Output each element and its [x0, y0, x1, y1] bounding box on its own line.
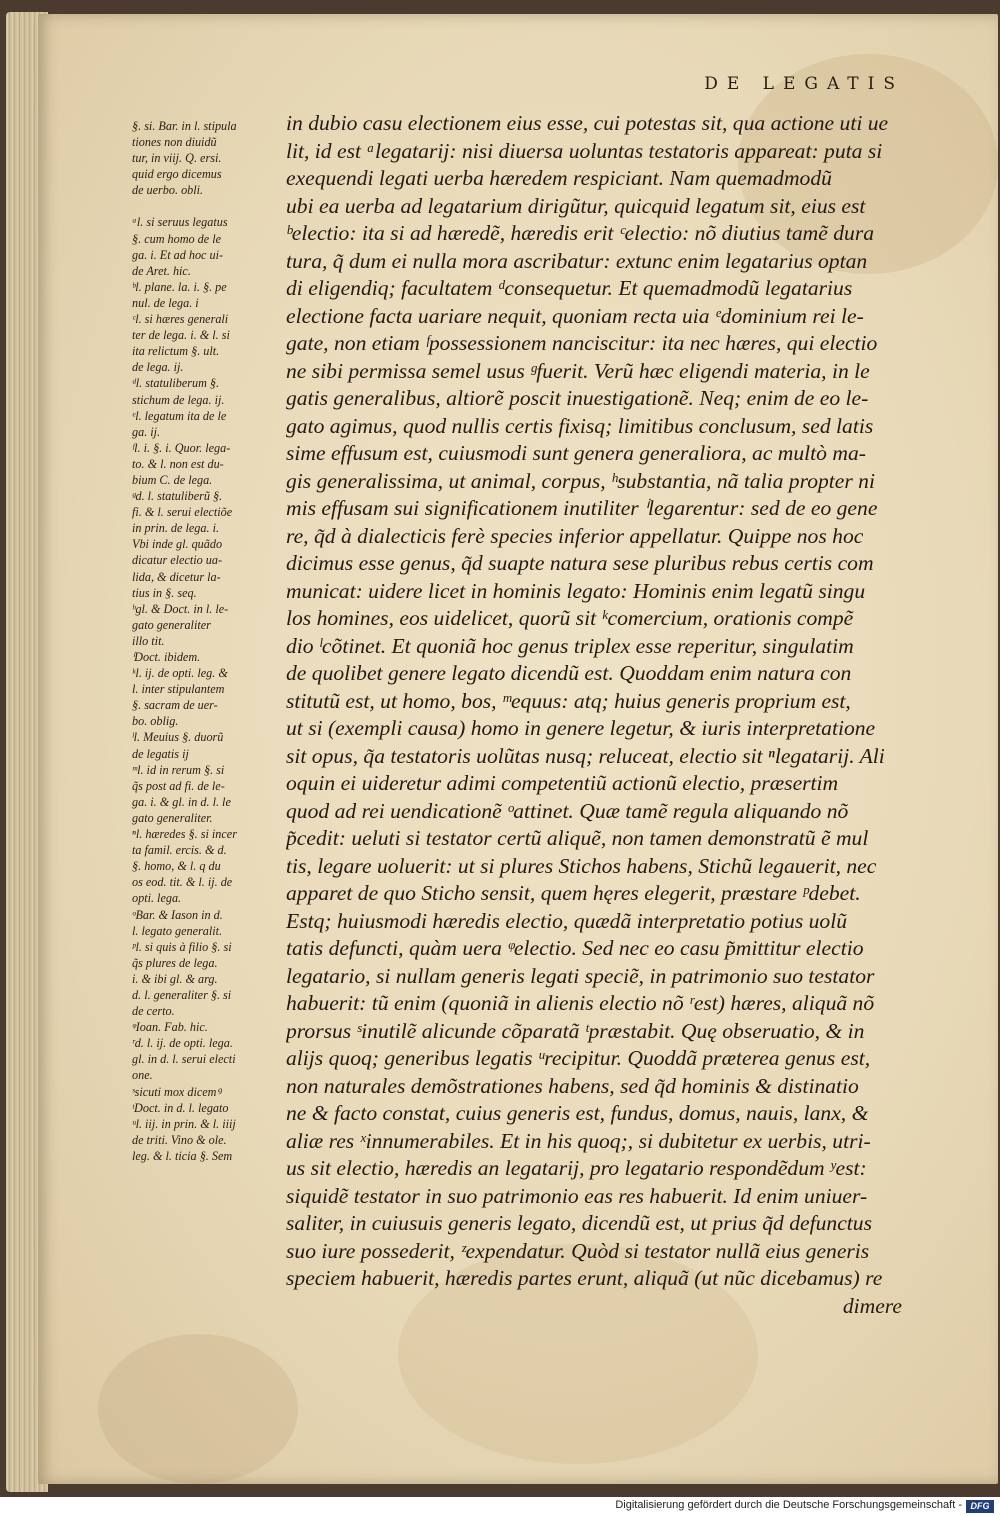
- margin-note-line: §. cum homo de le: [132, 231, 222, 246]
- margin-note-line: nul. de lega. i: [132, 295, 199, 310]
- text-line: ubi ea uerba ad legatarium dirigũtur, quicquid legatum sit, eius est: [286, 193, 866, 218]
- text-line: non naturales demõstrationes habens, sed q̃d hominis & distinatio: [286, 1073, 859, 1098]
- margin-note-line: §. sacram de uer-: [132, 698, 218, 713]
- text-line: los homines, eos uidelicet, quorũ sit ᵏcomercium, orationis compẽ: [286, 606, 854, 630]
- margin-note-line: ᶜl. si hæres generali: [132, 312, 229, 327]
- margin-note-line: ga. i. & gl. in d. l. le: [132, 794, 231, 809]
- footer-bar: [0, 1497, 1000, 1516]
- margin-note-line: l. legato generalit.: [132, 923, 223, 938]
- text-line: in dubio casu electionem eius esse, cui potestas sit, qua actione uti ue: [286, 111, 889, 135]
- text-line: dicimus esse genus, q̃d suapte natura sese pluribus rebus certis com: [286, 551, 874, 575]
- text-line: exequendi legati uerba hæredem respiciant. Nam quemadmodũ: [286, 166, 832, 190]
- margin-note: [132, 1116, 282, 1164]
- water-stain: [98, 1334, 298, 1484]
- text-line: tis, legare uoluerit: ut si plures Stichos habens, Stichũ legauerit, nec: [286, 853, 877, 878]
- margin-note-line: tius in §. seq.: [132, 585, 197, 600]
- margin-note-line: leg. & l. ticia §. Sem: [132, 1148, 233, 1163]
- text-line: suo iure possederit, ᶻexpendatur. Quòd si testator nullã eius generis: [286, 1238, 870, 1263]
- margin-note-line: ⁿl. hæredes §. si incer: [132, 827, 237, 842]
- margin-note-line: ta famil. ercis. & d.: [132, 843, 227, 858]
- margin-note-line: tiones non diuidũ: [132, 135, 217, 150]
- catchword: dimere: [842, 1293, 902, 1318]
- margin-note: [132, 440, 282, 488]
- text-line: quod ad rei uendicationẽ ᵒattinet. Quæ tamẽ regula aliquando nõ: [286, 798, 849, 823]
- text-line: tatis defuncti, quàm uera ᵠelectio. Sed nec eo casu p̃mittitur electio: [286, 936, 864, 960]
- text-line: ne & facto constat, cuius generis est, fundus, domus, nauis, lanx, &: [286, 1101, 869, 1125]
- margin-note-line: ᵈl. statuliberum §.: [132, 376, 220, 391]
- text-line: speciem habuerit, hæredis partes erunt, aliquã (ut nũc dicebamus) re: [286, 1266, 883, 1290]
- text-line: ut si (exempli causa) homo in genere legetur, & iuris interpretatione: [286, 716, 876, 740]
- margin-note: [132, 1035, 282, 1083]
- margin-note-line: fi. & l. serui electiõe: [132, 505, 233, 520]
- margin-note-line: stichum de lega. ij.: [132, 392, 225, 407]
- margin-note-line: q̃s plures de lega.: [132, 955, 218, 970]
- margin-note-line: gl. in d. l. serui electi: [132, 1052, 236, 1067]
- margin-note-line: de triti. Vino & ole.: [132, 1132, 227, 1147]
- text-line: sit opus, q̃a testatoris uolũtas nusq; reluceat, electio sit ⁿlegatarij. Ali: [286, 743, 885, 768]
- text-line: us sit electio, hæredis an legatarij, pro legatario respondẽdum ʸest:: [286, 1156, 867, 1180]
- text-line: municat: uidere licet in hominis legato: Hominis enim legatũ singu: [286, 578, 866, 603]
- margin-note-line: §. si. Bar. in l. stipula: [132, 119, 237, 133]
- margin-note-line: ⁱDoct. ibidem.: [132, 650, 201, 664]
- margin-note-line: ᵐl. id in rerum §. si: [132, 762, 225, 777]
- margin-note-line: ᵍd. l. statuliberũ §.: [132, 489, 223, 504]
- text-line: oquin ei uideretur adimi competentiũ actionũ electio, præsertim: [286, 771, 839, 795]
- margin-note: [132, 408, 282, 440]
- margin-note-line: one.: [132, 1068, 153, 1083]
- margin-note: [132, 1100, 282, 1116]
- margin-note: [132, 488, 282, 601]
- margin-note-line: opti. lega.: [132, 891, 182, 906]
- margin-note-line: in prin. de lega. i.: [132, 521, 219, 536]
- text-line: mis effusam sui significationem inutiliter ⁱlegarentur: sed de eo gene: [286, 496, 878, 520]
- margin-note-line: lida, & dicetur la-: [132, 569, 221, 584]
- text-line: dio ˡcõtinet. Et quoniã hoc genus triplex esse reperitur, singulatim: [286, 633, 854, 658]
- margin-note-line: ᶠl. i. §. i. Quor. lega-: [132, 440, 231, 455]
- margin-note: [132, 375, 282, 407]
- margin-note-line: ᵉl. legatum ita de le: [132, 408, 227, 423]
- margin-spacer: [132, 198, 282, 214]
- margin-note-line: ᵒBar. & Iason in d.: [132, 907, 223, 922]
- margin-note-line: quid ergo dicemus: [132, 167, 222, 182]
- margin-note-line: gato generaliter: [132, 617, 211, 632]
- margin-note-line: de certo.: [132, 1004, 175, 1019]
- text-line: prorsus ˢinutilẽ alicunde cõparatã ᵗpræstabit. Quę obseruatio, & in: [286, 1018, 865, 1043]
- margin-note: [132, 729, 282, 761]
- text-line: aliæ res ˣinnumerabiles. Et in his quoq;, si dubitetur ex uerbis, utri-: [286, 1128, 871, 1153]
- margin-note: [132, 1019, 282, 1035]
- text-line: ᵇelectio: ita si ad hæredẽ, hæredis erit ᶜelectio: nõ diutius tamẽ dura: [286, 221, 875, 245]
- text-line: gato agimus, quod nullis certis fixisq; limitibus conclusum, sed latis: [286, 413, 874, 438]
- margin-note-line: ᵏl. ij. de opti. leg. &: [132, 666, 228, 681]
- text-line: alijs quoq; generibus legatis ᵘrecipitur. Quoddã præterea genus est,: [286, 1046, 871, 1070]
- text-line: gis generalissima, ut animal, corpus, ʰsubstantia, nã talia propter ni: [286, 468, 875, 493]
- margin-note-line: l. inter stipulantem: [132, 682, 225, 697]
- margin-note: [132, 665, 282, 729]
- margin-note-line: bo. oblig.: [132, 714, 179, 729]
- funding-notice: Digitalisierung gefördert durch die Deutsche Forschungsgemeinschaft -: [615, 1499, 962, 1511]
- margin-note-line: ᵃl. si seruus legatus: [132, 215, 228, 230]
- text-line: re, q̃d à dialecticis ferè species inferior appellatur. Quippe nos hoc: [286, 523, 864, 548]
- margin-note: [132, 826, 282, 906]
- margin-note: [132, 311, 282, 375]
- margin-note: [132, 118, 282, 198]
- text-line: sime effusum est, cuiusmodi sunt genera generaliora, ac multò ma-: [286, 441, 866, 465]
- margin-note-line: Vbi inde gl. quãdo: [132, 537, 223, 552]
- margin-note: [132, 939, 282, 1019]
- text-line: Estq; huiusmodi hæredis electio, quædã interpretatio potius uolũ: [286, 908, 848, 933]
- margin-note-line: ʰgl. & Doct. in l. le-: [132, 601, 229, 616]
- text-line: lit, id est ᵃlegatarij: nisi diuersa uoluntas testatoris appareat: puta si: [286, 138, 883, 163]
- margin-note-line: ˢsicuti mox dicemꝰ: [132, 1084, 222, 1099]
- margin-note-line: ga. ij.: [132, 424, 161, 439]
- text-line: de quolibet genere legato dicendũ est. Quoddam enim natura con: [286, 661, 852, 685]
- margin-note-line: d. l. generaliter §. si: [132, 987, 232, 1002]
- margin-note-line: ᵗDoct. in d. l. legato: [132, 1100, 229, 1115]
- text-line: di eligendiq; facultatem ᵈconsequetur. Et quemadmodũ legatarius: [286, 276, 853, 300]
- margin-note-line: tur, in viij. Q. ersi.: [132, 151, 222, 166]
- margin-note-line: gato generaliter.: [132, 810, 213, 825]
- text-line: tura, q̃ dum ei nulla mora ascribatur: extunc enim legatarius optan: [286, 248, 868, 273]
- margin-note-line: bium C. de lega.: [132, 472, 213, 487]
- margin-note-line: de legatis ij: [132, 746, 189, 761]
- margin-note-line: de uerbo. obli.: [132, 183, 204, 198]
- margin-note-line: §. homo, & l. q du: [132, 859, 221, 874]
- margin-note-line: ᵠIoan. Fab. hic.: [132, 1020, 208, 1035]
- margin-note-line: to. & l. non est du-: [132, 456, 224, 471]
- margin-note-line: de lega. ij.: [132, 360, 184, 375]
- text-line: siquidẽ testator in suo patrimonio eas res habuerit. Id enim uniuer-: [286, 1183, 868, 1208]
- margin-note-line: i. & ibi gl. & arg.: [132, 971, 218, 986]
- margin-note: [132, 907, 282, 939]
- margin-note-line: ʳd. l. ij. de opti. lega.: [132, 1036, 233, 1051]
- margin-note-line: ter de lega. i. & l. si: [132, 328, 230, 343]
- margin-note-line: ᵖl. si quis à filio §. si: [132, 939, 232, 954]
- margin-note: [132, 649, 282, 665]
- text-line: electione facta uariare nequit, quoniam recta uia ᵉdominium rei le-: [286, 303, 864, 328]
- margin-note: [132, 214, 282, 278]
- margin-note-line: ᵇl. plane. la. i. §. pe: [132, 279, 227, 294]
- margin-note-line: os eod. tit. & l. ij. de: [132, 875, 233, 890]
- dfg-logo-icon: DFG: [966, 1500, 994, 1513]
- margin-note: [132, 601, 282, 649]
- margin-note: [132, 1084, 282, 1100]
- margin-note-line: ita relictum §. ult.: [132, 344, 220, 359]
- margin-note-line: ˡl. Meuius §. duorũ: [132, 730, 224, 745]
- margin-note-line: de Aret. hic.: [132, 263, 191, 278]
- text-line: apparet de quo Sticho sensit, quem hęres elegerit, præstare ᵖdebet.: [286, 881, 861, 905]
- margin-note-line: ᵘl. iij. in prin. & l. iiij: [132, 1116, 236, 1131]
- margin-note: [132, 762, 282, 826]
- margin-note-line: dicatur electio ua-: [132, 553, 223, 568]
- text-line: gatis generalibus, altiorẽ poscit inuestigationẽ. Neq; enim de eo le-: [286, 386, 869, 410]
- margin-note-line: illo tit.: [132, 633, 165, 648]
- text-line: ne sibi permissa semel usus ᵍfuerit. Verũ hæc eligendi materia, in le: [286, 358, 870, 383]
- text-line: habuerit: tũ enim (quoniã in alienis electio nõ ʳest) hæres, aliquã nõ: [286, 991, 875, 1015]
- margin-note-line: q̃s post ad fi. de le-: [132, 778, 225, 793]
- margin-note-line: ga. i. Et ad hoc ui-: [132, 247, 224, 262]
- running-head: DE LEGATIS: [704, 74, 904, 94]
- text-line: saliter, in cuiusuis generis legato, dicendũ est, ut prius q̃d defunctus: [286, 1211, 872, 1235]
- main-text-block: [286, 110, 926, 1320]
- text-line: p̃cedit: ueluti si testator certũ aliquẽ, non tamen demonstratũ ẽ mul: [286, 826, 869, 850]
- text-line: gate, non etiam ᶠpossessionem nanciscitur: ita nec hæres, qui electio: [286, 331, 878, 355]
- margin-note: [132, 279, 282, 311]
- marginal-notes: [132, 118, 282, 1164]
- text-line: stitutũ est, ut homo, bos, ᵐequus: atq; huius generis proprium est,: [286, 688, 851, 713]
- text-line: legatario, si nullam generis legati speciẽ, in patrimonio suo testator: [286, 963, 875, 988]
